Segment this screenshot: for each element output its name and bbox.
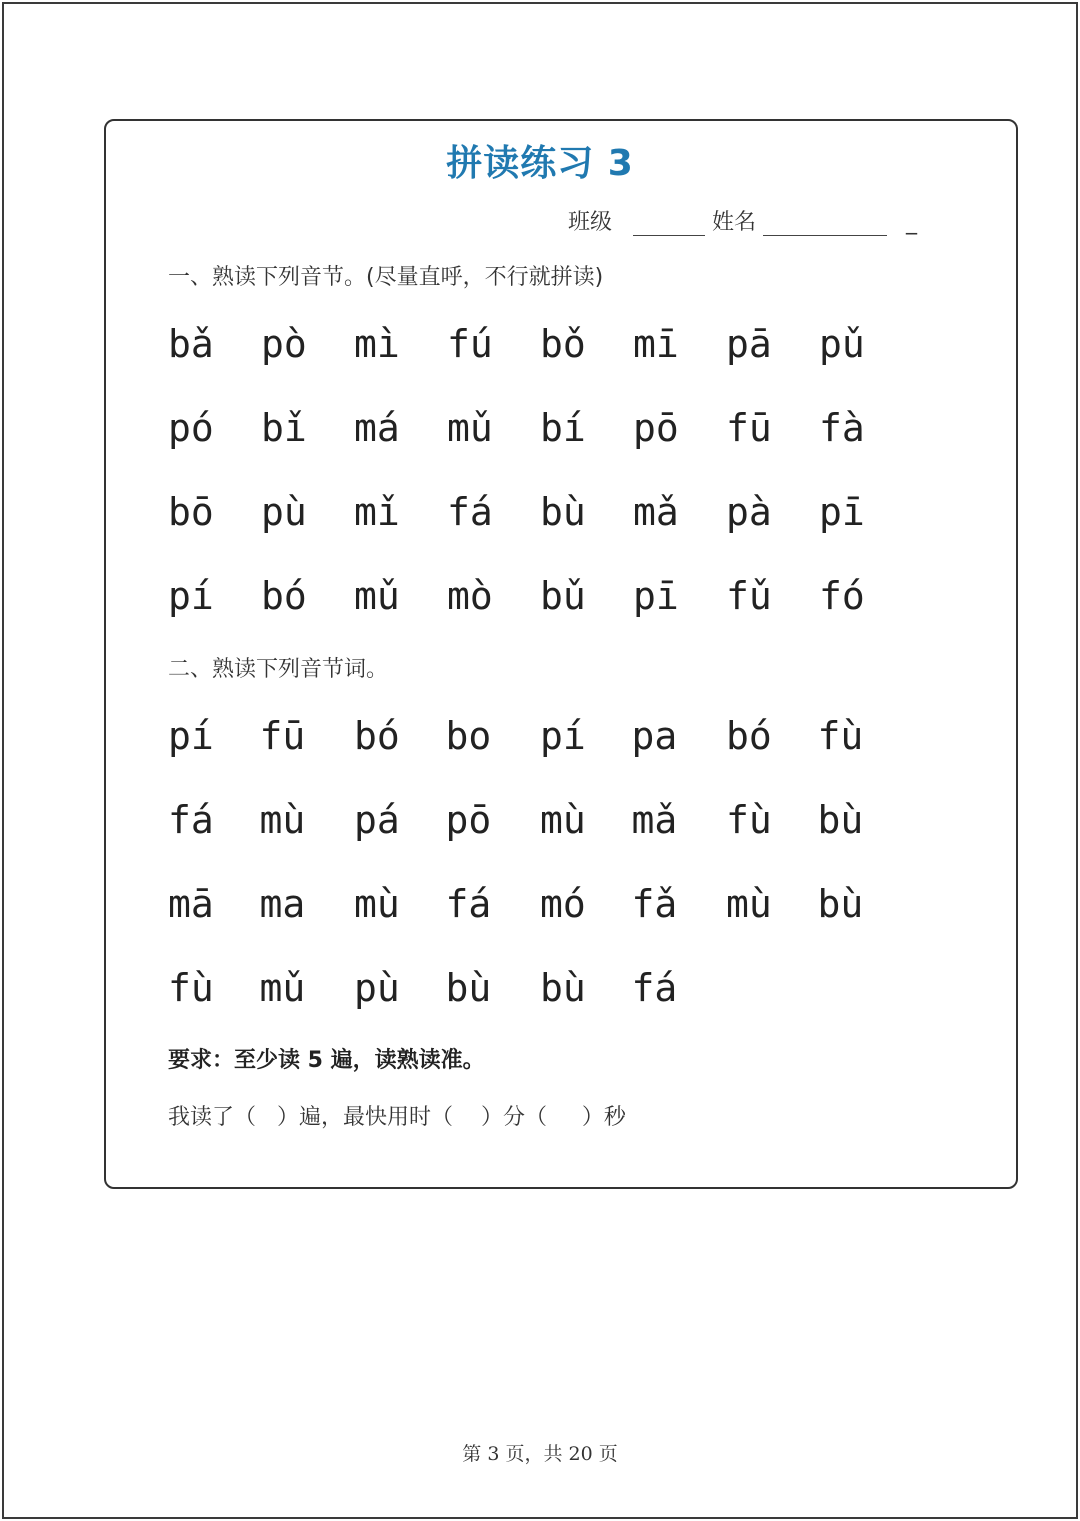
syllable: mǐ <box>354 490 400 534</box>
syllable: mī <box>633 322 679 366</box>
syllable-word: fù mǔ <box>168 966 306 1010</box>
word-row <box>168 882 908 932</box>
syllable: bù <box>540 490 586 534</box>
page-title: 拼读练习 3 <box>446 143 634 184</box>
syllable: mǔ <box>354 574 400 618</box>
syllable-row <box>168 322 908 372</box>
syllable: bǐ <box>261 406 307 450</box>
syllable-word: bó bo <box>354 714 492 758</box>
name-line <box>568 205 917 236</box>
syllable: mǎ <box>633 490 679 534</box>
word-row <box>168 714 908 764</box>
class-blank <box>633 211 705 236</box>
syllable: pù <box>261 490 307 534</box>
syllable: fá <box>447 490 493 534</box>
syllable: bí <box>540 406 586 450</box>
syllable: bǔ <box>540 574 586 618</box>
syllable: pò <box>261 322 307 366</box>
syllable: bō <box>168 490 214 534</box>
syllable-word: mó fǎ <box>540 882 678 926</box>
syllable-word: pá pō <box>354 798 492 842</box>
syllable: fǔ <box>726 574 772 618</box>
syllable: bǎ <box>168 322 214 366</box>
syllable: pǔ <box>819 322 865 366</box>
syllable: fó <box>819 574 865 618</box>
syllable-row <box>168 406 908 456</box>
name-label: 姓名 <box>712 210 757 235</box>
syllable: pō <box>633 406 679 450</box>
syllable: fū <box>726 406 772 450</box>
syllable-word: mù bù <box>726 882 864 926</box>
syllable: mǔ <box>447 406 493 450</box>
syllable: pà <box>726 490 772 534</box>
requirement-text: 要求：至少读 5 遍，读熟读准。 <box>168 1048 485 1073</box>
syllable: fú <box>447 322 493 366</box>
syllable: mò <box>447 574 493 618</box>
syllable-word: bó fù <box>726 714 864 758</box>
word-row <box>168 966 908 1016</box>
reading-record: 我读了（ ）遍，最快用时（ ）分（ ）秒 <box>168 1105 626 1130</box>
section1-heading: 一、熟读下列音节。(尽量直呼，不行就拼读) <box>168 265 604 290</box>
syllable-word: fù bù <box>726 798 864 842</box>
section2-heading: 二、熟读下列音节词。 <box>168 657 389 682</box>
syllable: pī <box>633 574 679 618</box>
syllable-word: mā ma <box>168 882 306 926</box>
syllable-word: pí pa <box>540 714 678 758</box>
class-label: 班级 <box>568 210 613 235</box>
name-blank <box>763 211 887 236</box>
syllable-word: mù fá <box>354 882 492 926</box>
syllable: má <box>354 406 400 450</box>
syllable: pó <box>168 406 214 450</box>
syllable: pā <box>726 322 772 366</box>
syllable: mì <box>354 322 400 366</box>
syllable-word: pí fū <box>168 714 306 758</box>
name-line-tail: _ <box>906 210 918 235</box>
syllable: pí <box>168 574 214 618</box>
syllable-row <box>168 490 908 540</box>
syllable-word: bù fá <box>540 966 678 1010</box>
syllable-word: fá mù <box>168 798 306 842</box>
syllable-word: mù mǎ <box>540 798 678 842</box>
syllable: bó <box>261 574 307 618</box>
syllable-row <box>168 574 908 624</box>
syllable: bǒ <box>540 322 586 366</box>
word-row <box>168 798 908 848</box>
page-footer: 第 3 页，共 20 页 <box>462 1443 618 1465</box>
syllable: fà <box>819 406 865 450</box>
syllable-word: pù bù <box>354 966 492 1010</box>
syllable: pī <box>819 490 865 534</box>
